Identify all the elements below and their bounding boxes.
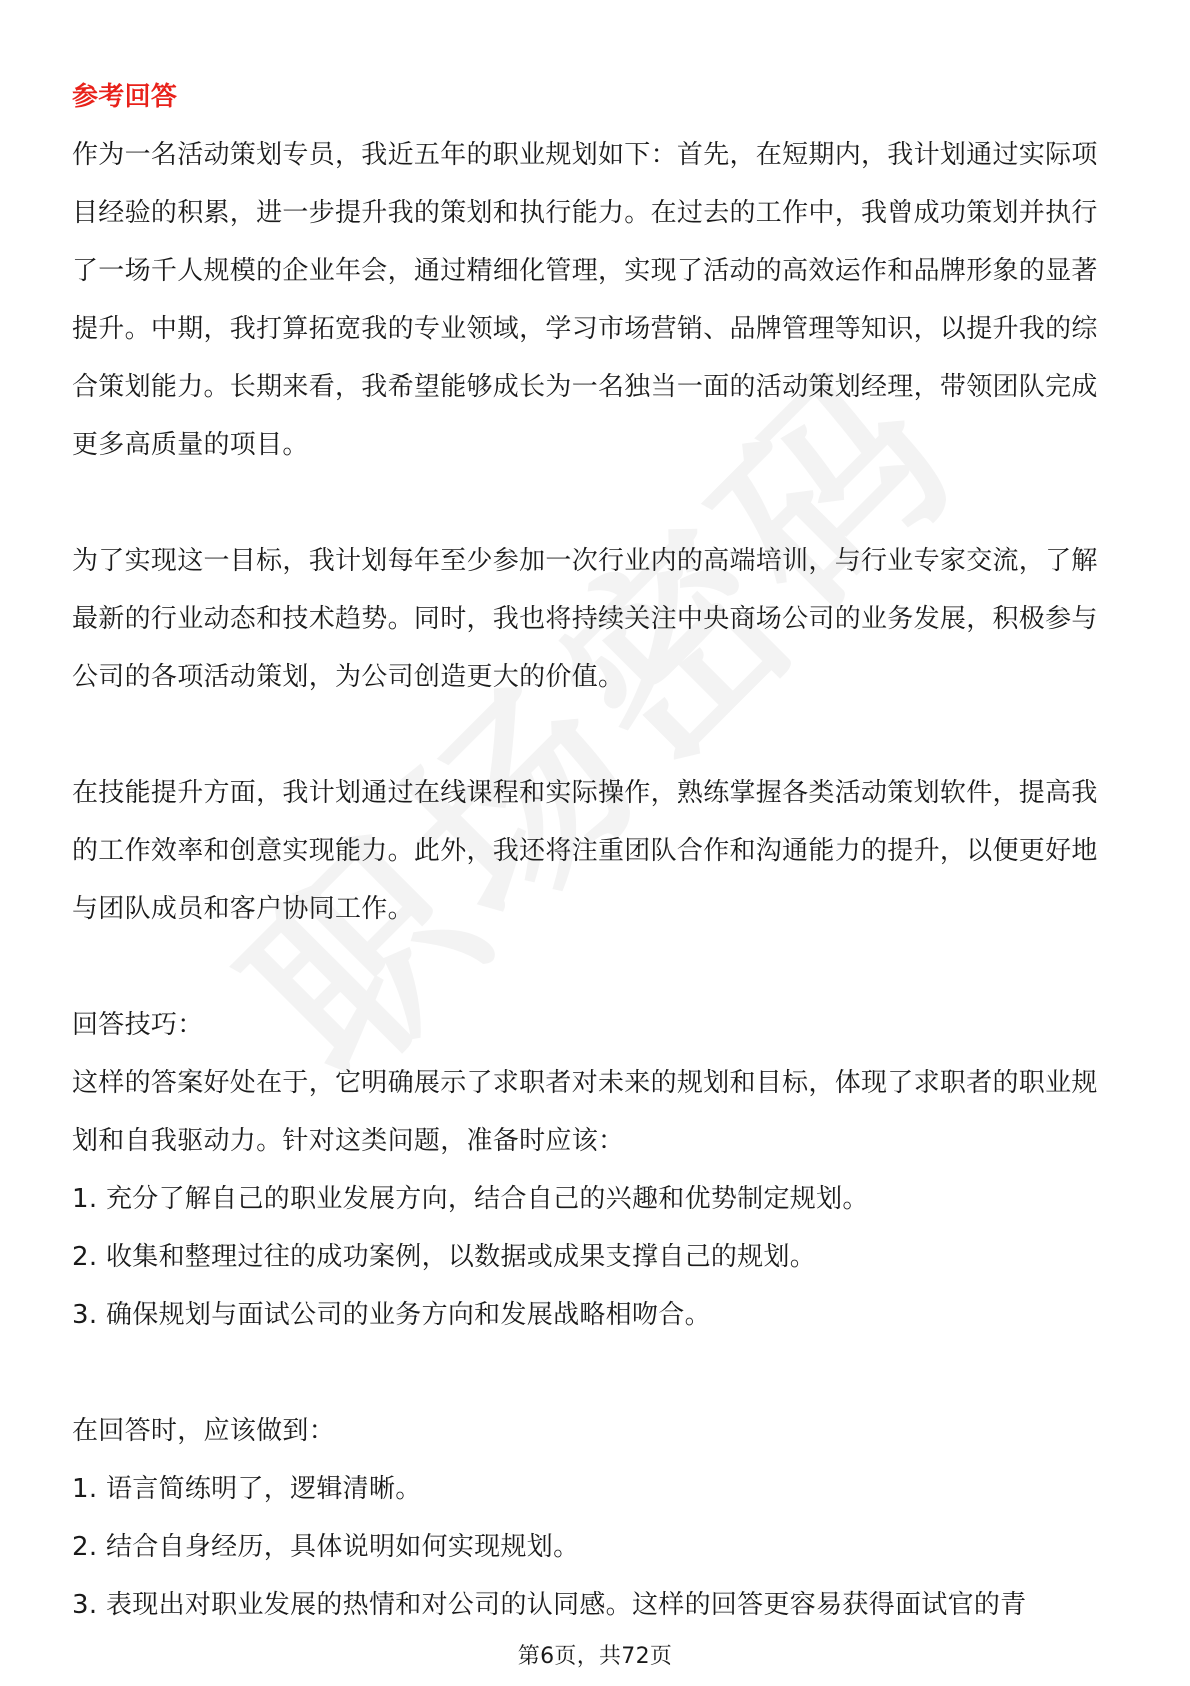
paragraph-skills: 在技能提升方面，我计划通过在线课程和实际操作，熟练掌握各类活动策划软件，提高我的工作效率和创意实现能力。此外，我还将注重团队合作和沟通能力的提升，以便更好地与团队成员和客户协同工作。: [72, 778, 1098, 924]
page-number: 第6页，共72页: [517, 1644, 673, 1669]
tips-item: 1. 充分了解自己的职业发展方向，结合自己的兴趣和优势制定规划。: [72, 1184, 869, 1214]
document-body: [72, 68, 1122, 1634]
todo-item: 3. 表现出对职业发展的热情和对公司的认同感。这样的回答更容易获得面试官的青: [72, 1590, 1027, 1620]
tips-item: 3. 确保规划与面试公司的业务方向和发展战略相吻合。: [72, 1300, 711, 1330]
section-heading: 参考回答: [72, 82, 178, 112]
tips-item: 2. 收集和整理过往的成功案例，以数据或成果支撑自己的规划。: [72, 1242, 817, 1272]
tips-title: 回答技巧：: [72, 1010, 204, 1040]
tips-intro: 这样的答案好处在于，它明确展示了求职者对未来的规划和目标，体现了求职者的职业规划和自我驱动力。针对这类问题，准备时应该：: [72, 1068, 1098, 1156]
todo-item: 1. 语言简练明了，逻辑清晰。: [72, 1474, 422, 1504]
todo-title: 在回答时，应该做到：: [72, 1416, 336, 1446]
todo-item: 2. 结合自身经历，具体说明如何实现规划。: [72, 1532, 580, 1562]
paragraph-goal: 为了实现这一目标，我计划每年至少参加一次行业内的高端培训，与行业专家交流，了解最新的行业动态和技术趋势。同时，我也将持续关注中央商场公司的业务发展，积极参与公司的各项活动策划，为公司创造更大的价值。: [72, 546, 1098, 692]
paragraph-career-plan: 作为一名活动策划专员，我近五年的职业规划如下：首先，在短期内，我计划通过实际项目经验的积累，进一步提升我的策划和执行能力。在过去的工作中，我曾成功策划并执行了一场千人规模的企业年会，通过精细化管理，实现了活动的高效运作和品牌形象的显著提升。中期，我打算拓宽我的专业领域，学习市场营销、品牌管理等知识，以提升我的综合策划能力。长期来看，我希望能够成长为一名独当一面的活动策划经理，带领团队完成更多高质量的项目。: [72, 140, 1098, 460]
